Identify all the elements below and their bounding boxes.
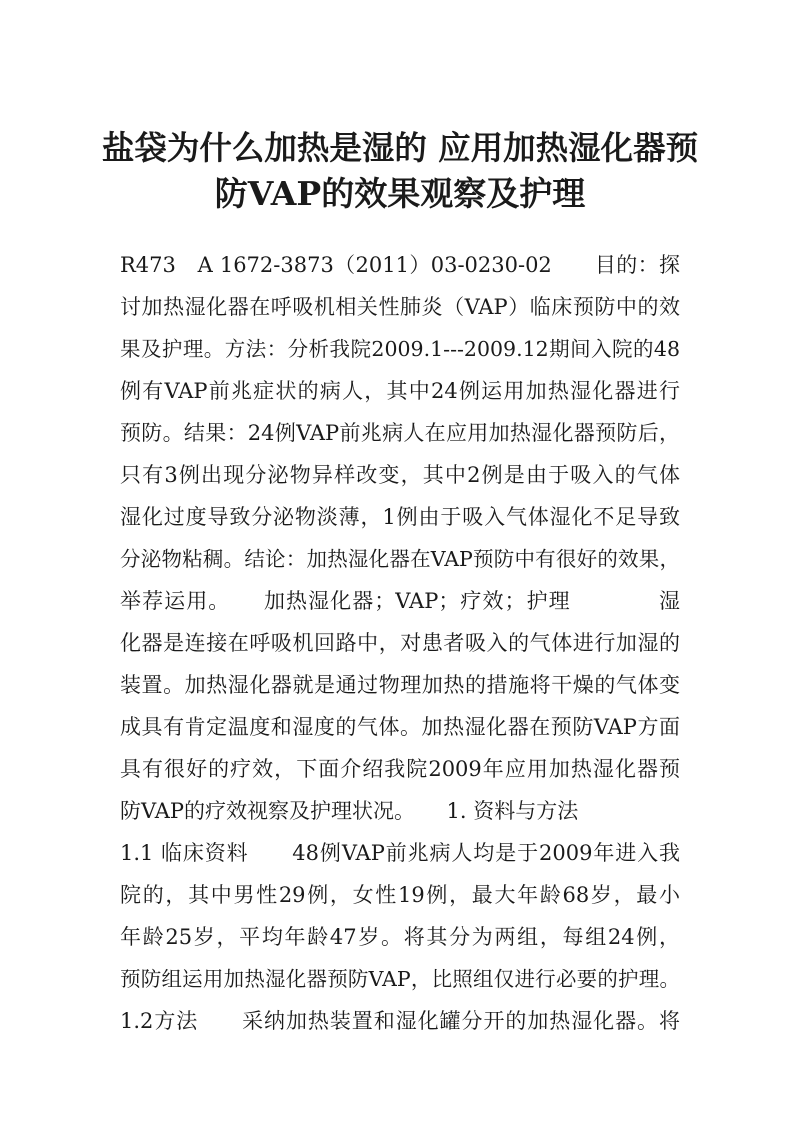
body-line: 化器是连接在呼吸机回路中，对患者吸入的气体进行加湿的 <box>120 631 680 655</box>
body-line: 湿化过度导致分泌物淡薄，1例由于吸入气体湿化不足导致 <box>120 505 680 529</box>
body-line: 年龄25岁，平均年龄47岁。将其分为两组，每组24例， <box>120 925 680 949</box>
document-title-line-2: 防VAP的效果观察及护理 <box>214 174 586 213</box>
body-line: 装置。加热湿化器就是通过物理加热的措施将干燥的气体变 <box>120 673 680 697</box>
body-line: 1.1 临床资料 48例VAP前兆病人均是于2009年进入我 <box>120 841 680 865</box>
body-line: 分泌物粘稠。结论：加热湿化器在VAP预防中有很好的效果， <box>120 547 680 571</box>
body-line: 举荐运用。 加热湿化器；VAP；疗效；护理 湿 <box>120 589 680 613</box>
body-line: 具有很好的疗效，下面介绍我院2009年应用加热湿化器预 <box>120 757 680 781</box>
body-line: 只有3例出现分泌物异样改变，其中2例是由于吸入的气体 <box>120 463 680 487</box>
body-line: 1.2方法 采纳加热装置和湿化罐分开的加热湿化器。将 <box>120 1009 680 1033</box>
body-line: 果及护理。方法：分析我院2009.1---2009.12期间入院的48 <box>120 337 680 361</box>
body-line: 防VAP的疗效视察及护理状况。 1. 资料与方法 <box>120 799 579 823</box>
body-line: 预防。结果：24例VAP前兆病人在应用加热湿化器预防后， <box>120 421 680 445</box>
body-line: 预防组运用加热湿化器预防VAP，比照组仅进行必要的护理。 <box>120 967 680 991</box>
body-line: 例有VAP前兆症状的病人，其中24例运用加热湿化器进行 <box>120 379 680 403</box>
body-line: 院的，其中男性29例，女性19例，最大年龄68岁，最小 <box>120 883 680 907</box>
body-line: 讨加热湿化器在呼吸机相关性肺炎（VAP）临床预防中的效 <box>120 295 680 319</box>
body-line: R473 A 1672-3873（2011）03-0230-02 目的：探 <box>120 253 680 277</box>
document-title-line-1: 盐袋为什么加热是湿的 应用加热湿化器预 <box>101 128 699 167</box>
body-line: 成具有肯定温度和湿度的气体。加热湿化器在预防VAP方面 <box>120 715 680 739</box>
